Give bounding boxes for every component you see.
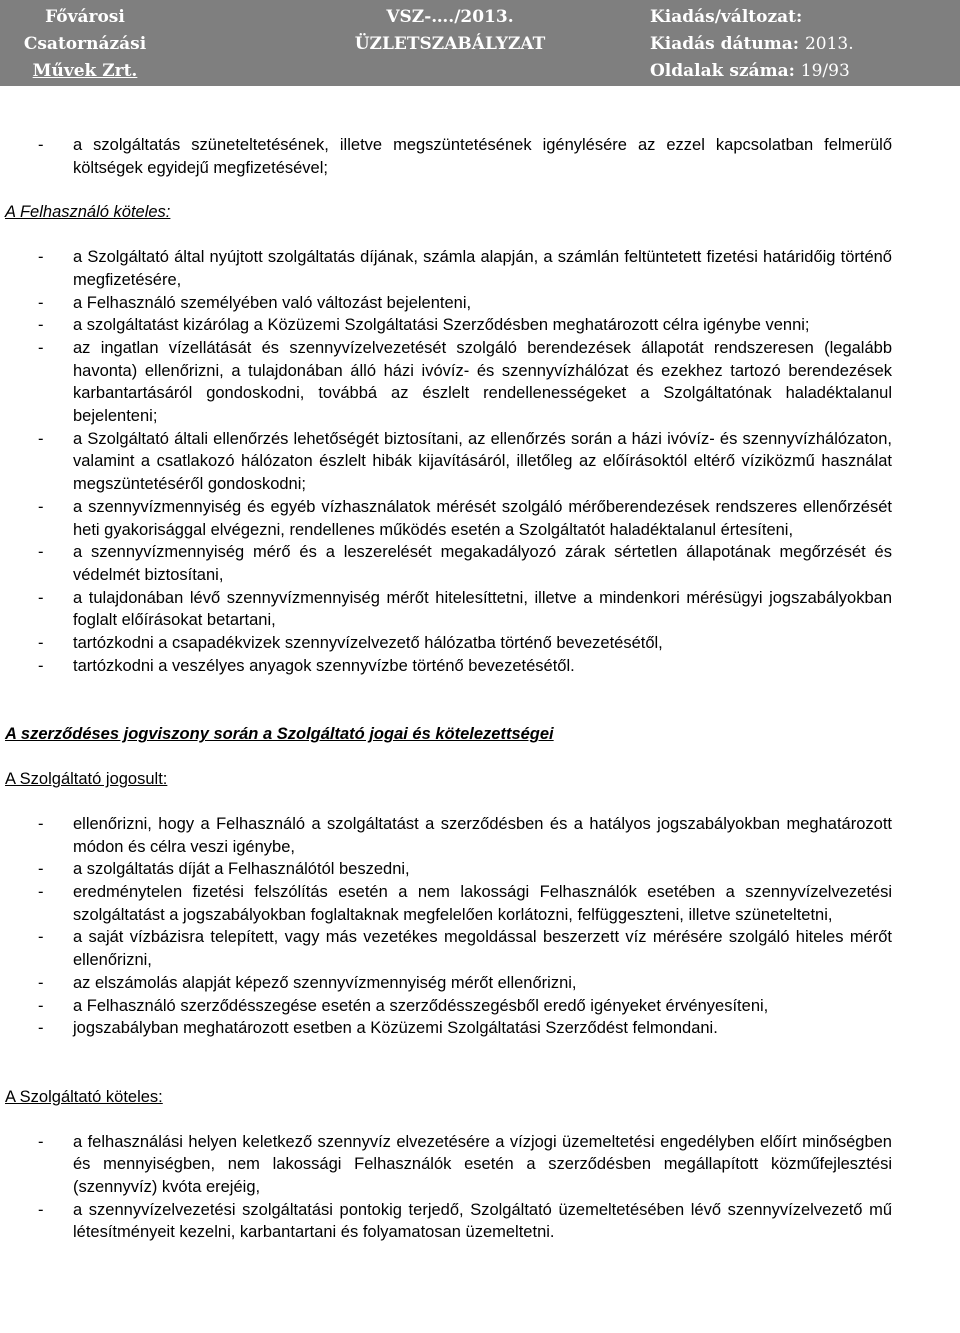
list-dash: - <box>38 316 44 335</box>
list-dash: - <box>38 860 44 879</box>
list-item <box>38 813 892 858</box>
list-item <box>38 496 892 541</box>
header-organization <box>20 4 150 85</box>
list-item-text: a szennyvízelvezetési szolgáltatási pontokig terjedő, Szolgáltató üzemeltetésében lévő szennyvízelvezető mű létesítményeit kezelni, karbantartani és folyamatosan üzemeltetni. <box>73 1200 892 1242</box>
list-item <box>38 926 892 971</box>
list-item <box>38 655 892 678</box>
list-dash: - <box>38 973 44 992</box>
user-obligations-list <box>0 246 960 677</box>
list-dash: - <box>38 497 44 516</box>
list-item-text: jogszabályban meghatározott esetben a Közüzemi Szolgáltatási Szerződést felmondani. <box>73 1019 718 1038</box>
list-item <box>38 995 892 1018</box>
list-dash: - <box>38 656 44 675</box>
document-body <box>0 134 960 1244</box>
list-dash: - <box>38 136 44 154</box>
list-item <box>38 292 892 315</box>
list-item <box>38 1131 892 1199</box>
section-label-provider-duties: A Szolgáltató köteles: <box>5 1087 163 1106</box>
list-item-text: a szolgáltatás díját a Felhasználótól beszedni, <box>73 860 410 879</box>
list-item-text: az ingatlan vízellátását és szennyvízelvezetését szolgáló berendezések állapotát rendszeresen (legalább havonta) ellenőrizni, a tulajdonában álló házi ivóvíz- és szennyvízhálózat és ezekhez tartozó berendezések karbantartásáról gondoskodni, továbbá az észlelt rendellenességeket a Szolgáltatónak haladéktalanul bejelenteni; <box>73 338 892 426</box>
list-item-text: a tulajdonában lévő szennyvízmennyiség mérőt hitelesíttetni, illetve a mindenkori mérésügyi jogszabályokban foglalt előírásokat betartani, <box>73 588 892 630</box>
edition-date-value: 2013. <box>804 34 854 54</box>
list-item <box>38 972 892 995</box>
list-item <box>38 1199 892 1244</box>
document-header <box>0 0 960 86</box>
list-item-text: a szolgáltatás szüneteltetésének, illetve megszüntetésének igénylésére az ezzel kapcsolatban felmerülő költségek egyidejű megfizetésével; <box>73 136 892 177</box>
list-dash: - <box>38 293 44 312</box>
main-heading: A szerződéses jogviszony során a Szolgáltató jogai és kötelezettségei <box>5 725 554 744</box>
section-label-user-obligations: A Felhasználó köteles: <box>5 203 171 222</box>
list-item <box>38 428 892 496</box>
list-item <box>38 881 892 926</box>
list-item <box>38 587 892 632</box>
list-dash: - <box>38 429 44 448</box>
provider-rights-list <box>0 813 960 1040</box>
list-dash: - <box>38 588 44 607</box>
list-dash: - <box>38 634 44 653</box>
list-dash: - <box>38 1200 44 1219</box>
pages-label: Oldalak száma: <box>650 61 795 81</box>
list-item-text: eredménytelen fizetési felszólítás esetén a nem lakossági Felhasználók esetében a szennyvízelvezetési szolgáltatást a jogszabályokban foglaltaknak megfelelően korlátozni, felfüggeszteni, illetve szüneteltetni, <box>73 882 892 924</box>
edition-date-label: Kiadás dátuma: <box>650 34 800 54</box>
list-item <box>38 858 892 881</box>
list-item-text: tartózkodni a veszélyes anyagok szennyvízbe történő bevezetésétől. <box>73 656 575 675</box>
list-dash: - <box>38 248 44 267</box>
org-line-3: Művek Zrt. <box>32 61 138 81</box>
page-count <box>650 58 854 85</box>
list-item <box>38 541 892 586</box>
list-dash: - <box>38 996 44 1015</box>
list-dash: - <box>38 543 44 562</box>
list-dash: - <box>38 814 44 833</box>
org-line-1: Fővárosi <box>45 7 125 27</box>
intro-list-item <box>38 134 892 179</box>
list-item <box>38 632 892 655</box>
provider-duties-list <box>0 1131 960 1245</box>
list-item <box>38 1017 892 1040</box>
list-item-text: a Szolgáltató által nyújtott szolgáltatás díjának, számla alapján, a számlán feltüntetett fizetési határidőig történő megfizetésére, <box>73 248 892 289</box>
edition-date <box>650 31 854 58</box>
list-item-text: a szennyvízmennyiség és egyéb vízhasználatok mérését szolgáló mérőberendezések rendszeres ellenőrzését heti gyakorisággal elvégezni, rendellenes működés esetén a Szolgáltatót haladéktalanul értesíteni, <box>73 497 892 539</box>
list-item-text: a szolgáltatást kizárólag a Közüzemi Szolgáltatási Szerződésben meghatározott célra igénybe venni; <box>73 316 810 335</box>
list-item-text: a Felhasználó személyében való változást bejelenteni, <box>73 293 472 312</box>
doc-title: ÜZLETSZABÁLYZAT <box>354 34 546 54</box>
list-dash: - <box>38 1132 44 1151</box>
header-document <box>305 4 595 58</box>
edition-label: Kiadás/változat: <box>650 7 803 27</box>
section-label-provider-rights: A Szolgáltató jogosult: <box>5 770 168 789</box>
list-item <box>38 337 892 428</box>
list-item-text: a felhasználási helyen keletkező szennyvíz elvezetésére a vízjogi üzemeltetési engedélyben előírt minőségben és mennyiségben, nem lakossági Felhasználók esetén a szerződésben megállapított közműfejlesztési (szennyvíz) kvóta erejéig, <box>73 1132 892 1197</box>
list-item <box>38 314 892 337</box>
list-item-text: a szennyvízmennyiség mérő és a leszerelését megakadályozó zárak sértetlen állapotának megőrzését és védelmét biztosítani, <box>73 543 892 584</box>
list-item-text: a Felhasználó szerződésszegése esetén a szerződésszegésből eredő igényeket érvényesíteni, <box>73 996 769 1015</box>
list-dash: - <box>38 882 44 901</box>
pages-value: 19/93 <box>800 61 850 81</box>
list-item-text: a Szolgáltató általi ellenőrzés lehetőségét biztosítani, az ellenőrzés során a házi ivóvíz- és szennyvízhálózaton, valamint a csatlakozó hálózaton észlelt hibák kijavításáról, illetőleg az előírásoktól eltérő víziközmű használat megszüntetéséről gondoskodni; <box>73 429 892 494</box>
header-edition-info <box>650 4 854 85</box>
list-item-text: a saját vízbázisra telepített, vagy más vezetékes megoldással beszerzett víz mérésére szolgáló hiteles mérőt ellenőrizni, <box>73 928 892 970</box>
list-dash: - <box>38 928 44 947</box>
doc-number: VSZ-…./2013. <box>386 7 514 27</box>
list-item <box>38 246 892 291</box>
list-item-text: az elszámolás alapját képező szennyvízmennyiség mérőt ellenőrizni, <box>73 973 577 992</box>
org-line-2: Csatornázási <box>23 34 147 54</box>
list-item-text: tartózkodni a csapadékvizek szennyvízelvezető hálózatba történő bevezetésétől, <box>73 634 663 653</box>
list-dash: - <box>38 1019 44 1038</box>
list-dash: - <box>38 338 44 357</box>
list-item-text: ellenőrizni, hogy a Felhasználó a szolgáltatást a szerződésben és a hatályos jogszabályokban meghatározott módon és célra veszi igénybe, <box>73 814 892 856</box>
